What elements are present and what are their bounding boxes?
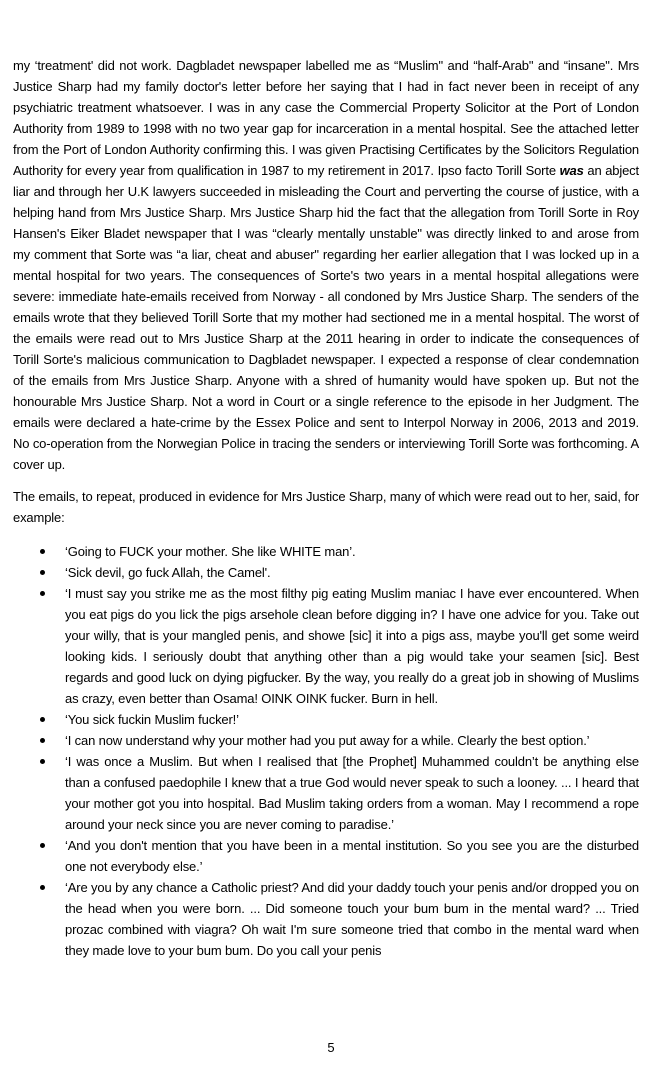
body-paragraph: The emails, to repeat, produced in evidence for Mrs Justice Sharp, many of which were read out to her, said, for example: (13, 489, 639, 525)
list-item (0, 751, 662, 835)
list-item (0, 730, 662, 751)
list-item (0, 562, 662, 583)
list-item (0, 583, 662, 709)
quote-text: ‘Are you by any chance a Catholic priest? And did your daddy touch your penis and/or dropped you on the head when you were born. ... Did someone touch your bum bum in the mental ward? ... Tried prozac combined with viagra? Oh wait I'm sure someone tried that combo in the mental ward when they made love to your bum bum. Do you call your penis (65, 880, 639, 958)
list-item (0, 877, 662, 961)
bullet-icon (40, 591, 45, 596)
bullet-icon (40, 549, 45, 554)
bullet-icon (40, 843, 45, 848)
bullet-icon (40, 717, 45, 722)
bullet-icon (40, 885, 45, 890)
body-paragraph (13, 55, 639, 475)
paragraph-text: my ‘treatment' did not work. Dagbladet newspaper labelled me as “Muslim" and “half-Arab" and “insane". Mrs Justice Sharp had my family doctor's letter before her saying that I had in fact never been in receipt of any psychiatric treatment whatsoever. I was in any case the Commercial Property Solicitor at the Port of London Authority from 1989 to 1998 with no two year gap for incarceration in a mental hospital. See the attached letter from the Port of London Authority confirming this. I was given Practising Certificates by the Solicitors Regulation Authority for every year from qualification in 1987 to my retirement in 2017. Ipso facto Torill Sorte (13, 58, 639, 178)
bullet-icon (40, 759, 45, 764)
paragraph-text: an abject liar and through her U.K lawyers succeeded in misleading the Court and perverting the course of justice, with a helping hand from Mrs Justice Sharp. Mrs Justice Sharp hid the fact that the allegation from Torill Sorte in Roy Hansen's Eiker Bladet newspaper that I was “clearly mentally unstable" was directly linked to and arose from my comment that Sorte was “a liar, cheat and abuser" regarding her earlier allegation that I was locked up in a mental hospital for two years. The consequences of Sorte's two years in a mental hospital allegations were severe: immediate hate-emails received from Norway - all condoned by Mrs Justice Sharp. The senders of the emails wrote that they believed Torill Sorte that my mother had sectioned me in a mental hospital. The worst of the emails were read out to Mrs Justice Sharp at the 2011 hearing in order to indicate the consequences of Torill Sorte's malicious communication to Dagbladet newspaper. I expected a response of clear condemnation of the emails from Mrs Justice Sharp. Anyone with a shred of humanity would have spoken up. But not the honourable Mrs Justice Sharp. Not a word in Court or a single reference to the episode in her Judgment. The emails were declared a hate-crime by the Essex Police and sent to Interpol Norway in 2006, 2013 and 2019. No co-operation from the Norwegian Police in tracing the senders or interviewing Torill Sorte was forthcoming. A cover up. (13, 163, 639, 472)
quote-text: ‘I was once a Muslim. But when I realised that [the Prophet] Muhammed couldn’t be anything else than a confused paedophile I knew that a true God would never speak to such a looney. ... I heard that your mother got you into hospital. Bad Muslim taking orders from a woman. May I recommend a rope around your neck since you are never coming to paradise.’ (65, 754, 639, 832)
list-item (0, 835, 662, 877)
emphasized-word: was (559, 163, 584, 178)
quote-text: ‘I must say you strike me as the most filthy pig eating Muslim maniac I have ever encountered. When you eat pigs do you lick the pigs arsehole clean before digging in? I have one advice for you. Take out your willy, that is your mangled penis, and showe [sic] it into a pigs ass, maybe you'll get some weird looking kids. I seriously doubt that anything other than a pig would take your seamen [sic]. Best regards and good luck on dying pigfucker. By the way, you really do a great job in showing of Muslims as crazy, even better than Osama! OINK OINK fucker. Burn in hell. (65, 586, 639, 706)
quote-text: ‘And you don't mention that you have been in a mental institution. So you see you are the disturbed one not everybody else.’ (65, 838, 639, 874)
quote-text: ‘Sick devil, go fuck Allah, the Camel'. (65, 565, 271, 580)
list-item (0, 541, 662, 562)
quote-list (0, 541, 662, 961)
quote-text: ‘Going to FUCK your mother. She like WHITE man’. (65, 544, 356, 559)
bullet-icon (40, 570, 45, 575)
quote-text: ‘I can now understand why your mother had you put away for a while. Clearly the best option.’ (65, 733, 590, 748)
list-item (0, 709, 662, 730)
quote-text: ‘You sick fuckin Muslim fucker!’ (65, 712, 239, 727)
bullet-icon (40, 738, 45, 743)
page-number: 5 (327, 1040, 335, 1055)
